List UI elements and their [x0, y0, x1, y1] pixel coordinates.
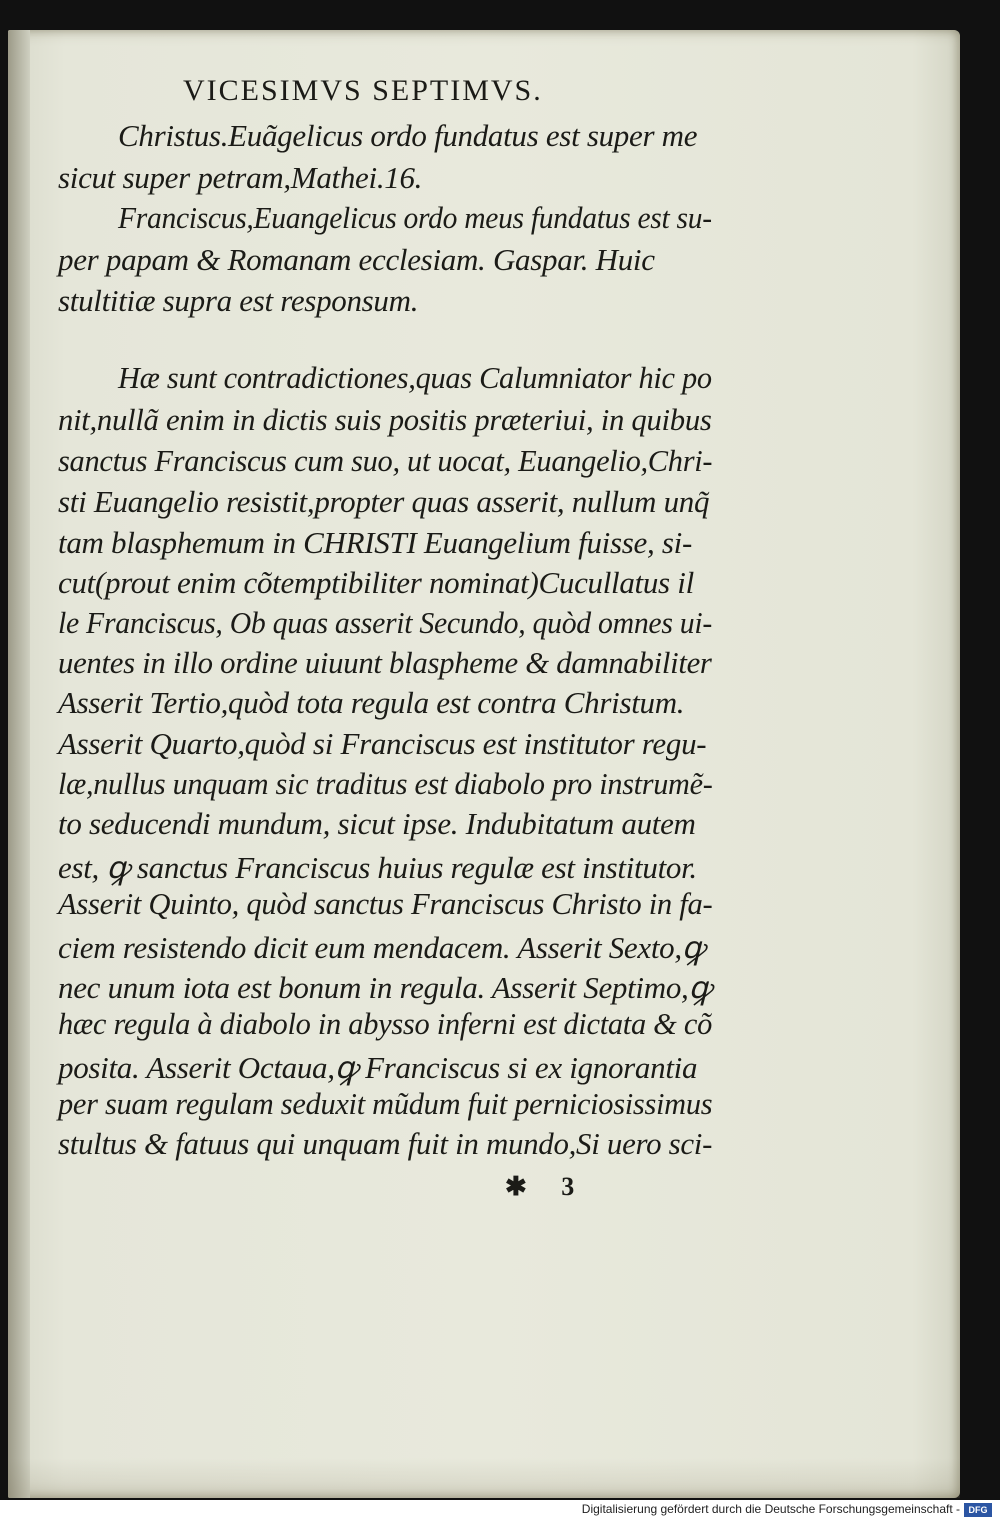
text-line: sanctus Franciscus cum suo, ut uocat, Euangelio,Chri-	[58, 443, 713, 478]
page-gutter	[8, 30, 30, 1498]
running-head: VICESIMVS SEPTIMVS.	[183, 74, 543, 107]
text-line: ciem resistendo dicit eum mendacem. Asserit Sexto,ꝙ	[58, 930, 705, 965]
text-line: Christus.Euãgelicus ordo fundatus est super me	[118, 118, 698, 153]
text-line: nec unum iota est bonum in regula. Asserit Septimo,ꝙ	[58, 970, 712, 1005]
text-line: nit,nullã enim in dictis suis positis præteriui, in quibus	[58, 402, 712, 437]
text-line: uentes in illo ordine uiuunt blaspheme & damnabiliter	[58, 645, 712, 680]
text-line: stultus & fatuus qui unquam fuit in mundo,Si uero sci-	[58, 1126, 713, 1161]
page-bottom-edge	[8, 1458, 960, 1498]
dfg-logo-icon: DFG	[964, 1503, 992, 1517]
text-line: Asserit Tertio,quòd tota regula est contra Christum.	[58, 685, 685, 720]
text-line: per suam regulam seduxit mũdum fuit perniciosissimus	[58, 1086, 713, 1121]
text-line: Asserit Quinto, quòd sanctus Franciscus Christo in fa-	[58, 886, 713, 921]
text-line: hæc regula à diabolo in abysso inferni est dictata & cõ	[58, 1006, 713, 1041]
footer-bar	[0, 1500, 1000, 1521]
text-line: læ,nullus unquam sic traditus est diabolo pro instrumẽ-	[58, 766, 713, 801]
text-line: est, ꝙ sanctus Franciscus huius regulæ est institutor.	[58, 850, 697, 885]
text-line: le Franciscus, Ob quas asserit Secundo, quòd omnes ui-	[58, 605, 712, 640]
text-line: tam blasphemum in CHRISTI Euangelium fuisse, si-	[58, 525, 692, 560]
text-line: stultitiæ supra est responsum.	[58, 283, 419, 318]
text-line: cut(prout enim cõtemptibiliter nominat)Cucullatus il	[58, 565, 694, 600]
text-line: Franciscus,Euangelicus ordo meus fundatus est su-	[118, 200, 712, 235]
signature-mark: ✱ 3	[505, 1172, 589, 1201]
text-line: sicut super petram,Mathei.16.	[58, 160, 423, 195]
text-line: per papam & Romanam ecclesiam. Gaspar. Huic	[58, 242, 655, 277]
text-line: Asserit Quarto,quòd si Franciscus est institutor regu-	[58, 726, 707, 761]
text-line: Hæ sunt contradictiones,quas Calumniator hic po	[118, 360, 712, 395]
funding-credit: Digitalisierung gefördert durch die Deutsche Forschungsgemeinschaft -	[581, 1502, 960, 1516]
text-line: posita. Asserit Octaua,ꝙ Franciscus si ex ignorantia	[58, 1050, 698, 1085]
text-line: to seducendi mundum, sicut ipse. Indubitatum autem	[58, 806, 696, 841]
text-line: sti Euangelio resistit,propter quas asserit, nullum unq̃	[58, 484, 710, 519]
